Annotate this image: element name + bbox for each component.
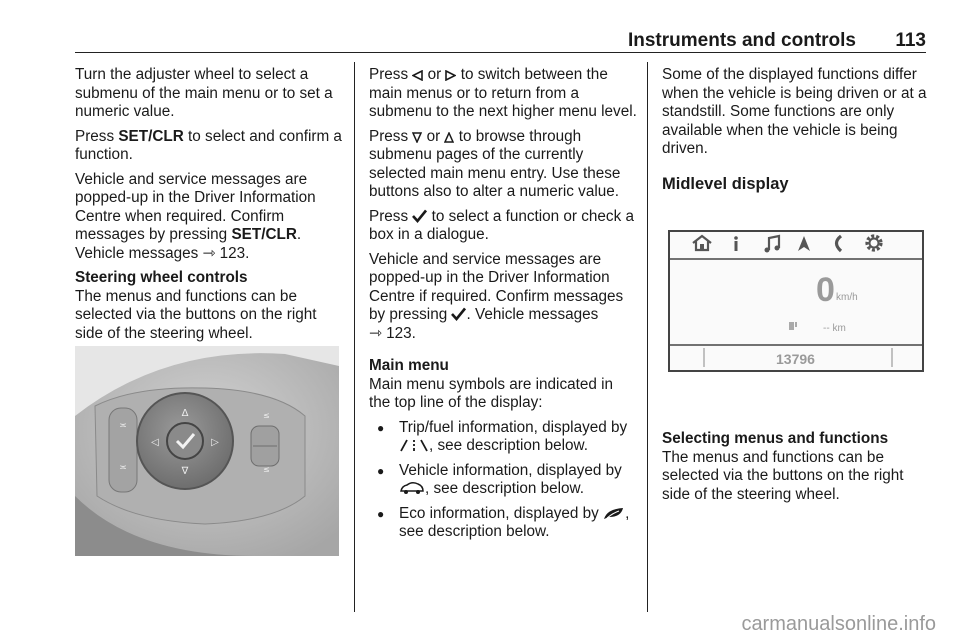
paragraph: The menus and functions can be selected via the buttons on the right side of the steering wheel. [75,287,317,342]
column-3-lower [662,430,934,510]
paragraph: Press SET/CLR to select and confirm a function. [75,127,342,163]
cross-reference: ⇾ 123. [369,324,416,342]
column-1 [75,66,345,349]
column-divider [354,62,355,612]
column-3 [662,66,934,193]
checkmark-icon [451,307,466,321]
speed-unit: km/h [836,292,858,303]
range-value: -- km [823,323,846,334]
column-divider [647,62,648,612]
list-item: ● Vehicle information, displayed by , see description below. [369,462,637,499]
svg-text:Δ: Δ [181,408,189,419]
steering-wheel-controls-photo [75,346,339,556]
subheading: Selecting menus and functions [662,430,889,447]
bullet-list [369,419,637,542]
paragraph: Press or to browse through submenu pages of the currently selected main menu entry. Use these buttons also to alter a numeric value. [369,127,621,200]
paragraph: Some of the displayed functions differ when the vehicle is being driven or at a standstill. Some functions are only available when the vehicle is being driven. [662,66,927,157]
eco-leaf-icon [603,507,625,520]
trip-fuel-icon [399,439,429,452]
subheading: Steering wheel controls [75,269,248,286]
paragraph: Vehicle and service messages are popped-up in the Driver Information Centre if required. Confirm messages by pressing . Vehicle messages ⇾ 123. [369,250,624,342]
page-number: 113 [895,30,926,51]
svg-text:≤: ≤ [263,465,270,474]
down-triangle-icon [412,132,422,143]
svg-text:≤: ≤ [263,411,270,420]
cross-reference: Vehicle messages ⇾ 123. [75,244,250,262]
svg-text:∇: ∇ [181,466,189,477]
odometer-value: 13796 [776,351,815,367]
watermark: carmanualsonline.info [741,613,936,635]
subheading: Main menu [369,357,449,374]
paragraph: Press or to switch between the main menus or to return from a submenu to the next higher menu level. [369,66,637,120]
page-header [75,30,926,53]
speed-value: 0 [816,271,835,309]
svg-text:≍: ≍ [119,421,127,431]
up-triangle-icon [444,132,454,143]
list-item: ● Trip/fuel information, displayed by , see description below. [369,419,637,456]
svg-text:▷: ▷ [211,437,219,448]
svg-text:◁: ◁ [151,437,159,448]
left-triangle-icon [412,70,423,81]
right-triangle-icon [445,70,456,81]
paragraph: Main menu symbols are indicated in the top line of the display: [369,375,614,411]
column-2 [369,66,637,548]
info-icon [734,236,738,251]
paragraph: Vehicle and service messages are popped-up in the Driver Information Centre when required. Confirm messages by pressing SET/CLR. Vehicle messages ⇾ 123. [75,170,316,262]
checkmark-icon [412,209,427,223]
list-item: ● Eco information, displayed by , see description below. [369,505,637,542]
svg-text:≍: ≍ [119,463,127,473]
paragraph: Turn the adjuster wheel to select a submenu of the main menu or to set a numeric value. [75,66,333,120]
section-heading: Midlevel display [662,174,789,193]
section-title: Instruments and controls [627,30,856,51]
car-icon [399,481,425,495]
midlevel-display [668,230,924,372]
paragraph: Press to select a function or check a box in a dialogue. [369,207,634,243]
paragraph: The menus and functions can be selected via the buttons on the right side of the steering wheel. [662,448,904,503]
